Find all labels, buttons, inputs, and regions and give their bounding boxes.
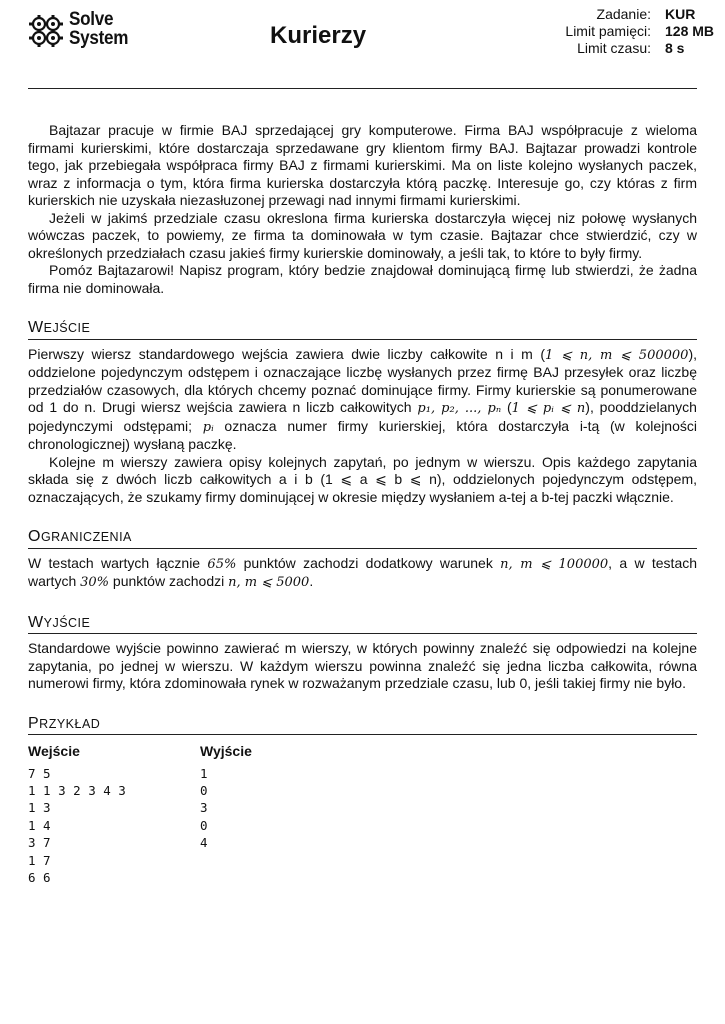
math: 1 ⩽ n, m ⩽ 500000 [545, 347, 689, 363]
example-block [28, 743, 697, 886]
heading-initial: O [28, 528, 41, 545]
heading-rest: RZYKŁAD [39, 716, 101, 731]
example-input-data: 7 5 1 1 3 2 3 4 3 1 3 1 4 3 7 1 7 6 6 [28, 765, 126, 885]
input-paragraph-2: Kolejne m wierszy zawiera opisy kolejnych zapytań, po jednym w wierszu. Opis każdego zapytania składa się z dwóch liczb całkowitych a i b (1 ⩽ a ⩽ b ⩽ n), oddzielonych pojedynczym odstępem, oznaczających, że szukamy firmy dominującej w okresie między wysłaniem a-tej a b-tej paczki włącznie. [28, 453, 697, 505]
meta-label: Limit czasu: [577, 40, 651, 56]
example-input-label: Wejście [28, 743, 80, 759]
math: pᵢ [202, 419, 214, 435]
text: , a w testach wartych [28, 554, 698, 589]
input-paragraph-1 [28, 346, 697, 454]
example-output-label: Wyjście [200, 743, 252, 759]
logo [28, 10, 138, 56]
text: ( [501, 399, 512, 415]
text: oznacza numer firmy kurierskiej, która dostarczyła i-tą (w kolejności chronologicznej) wysłaną paczkę. [28, 417, 697, 452]
task-meta [491, 6, 717, 57]
section-heading-output [28, 614, 697, 635]
meta-row-task [491, 6, 717, 23]
math: 65% [207, 556, 237, 572]
gears-icon [28, 14, 64, 48]
text: . [309, 573, 314, 589]
math: p₁, p₂, ..., pₙ [417, 401, 502, 416]
meta-label: Zadanie: [596, 6, 651, 22]
meta-value: 128 MB [665, 23, 715, 39]
section-heading-input [28, 319, 697, 340]
text: punktów zachodzi [109, 573, 229, 589]
intro-paragraph-3: Pomóz Bajtazarowi! Napisz program, który bedzie znajdował dominującą firmę lub stwierdzi, że żadna firma nie dominowała. [28, 262, 697, 296]
intro-paragraph-2: Jeżeli w jakimś przedziale czasu okreslona firma kurierska dostarczyła więcej niz połowę wysłanych wówczas paczek, to powiemy, ze firma ta dominowała w tym czasie. Bajtazar chce stwierdzić, czy w określonych przedziałach czasu jakieś firmy kurierskie dominowały, a jeśli tak, to które to były firmy. [28, 209, 697, 261]
page-title: Kurierzy [270, 22, 367, 49]
example-input-column [28, 743, 200, 886]
constraints-paragraph [28, 555, 697, 592]
heading-rest: YJŚCIE [43, 615, 91, 630]
math: n, m ⩽ 100000 [500, 556, 609, 572]
section-heading-example [28, 715, 697, 736]
intro-paragraph-1: Bajtazar pracuje w firmie BAJ sprzedającej gry komputerowe. Firma BAJ współpracuje z wieloma firmami kurierskimi, które dostarczaja sprzedawane gry klientom firmy BAJ. Bajtazar prowadzi kontrole tego, jak przebiegała współpraca firmy BAJ z firmami kurierskimi. Ma on liste kolejno wysłanych paczek, wraz z informacja o tym, która firma kurierska dostarczyła którą paczkę. Interesuje go, czy któras z firm kurierskich nie uzyskała niezasłuzonej przewagi nad innymi firmami kurierskimi. [28, 122, 697, 208]
section-heading-constraints [28, 528, 697, 549]
heading-rest: EJŚCIE [43, 321, 91, 335]
meta-value: KUR [665, 6, 696, 22]
example-output-data: 1 0 3 0 4 [200, 765, 208, 851]
output-paragraph: Standardowe wyjście powinno zawierać m wierszy, w których powinny znaleźć się odpowiedzi na kolejne zapytania, po jednej w wierszu. W każdym wierszu powinna znaleźć się jedna liczba całkowita, równa numerowi firmy, która zdominowała rynek w rozważanym przedziale czasu, lub 0, jeśli takiej firmy nie było. [28, 640, 697, 691]
problem-statement [28, 122, 697, 886]
logo-text-line1: Solve [69, 9, 114, 30]
meta-label: Limit pamięci: [565, 23, 651, 39]
heading-rest: GRANICZENIA [40, 530, 132, 544]
math: 30% [80, 575, 110, 590]
text: ), pooddzielanych pojedynczymi odstępami; [28, 399, 697, 434]
math: 1 ⩽ pᵢ ⩽ n [511, 401, 586, 416]
text: punktów zachodzi dodatkowy warunek [236, 554, 501, 571]
heading-initial: P [28, 714, 40, 732]
heading-initial: W [28, 319, 44, 336]
meta-value: 8 s [665, 40, 685, 56]
text: Pierwszy wiersz standardowego wejścia zawiera dwie liczby całkowite n i m ( [28, 345, 546, 362]
header-divider [28, 88, 697, 89]
logo-text-line2: System [69, 28, 129, 49]
text: W testach wartych łącznie [28, 554, 208, 571]
text: ), oddzielone pojedynczym odstępem i oznaczające liczbę wysłanych przez firmę BAJ przesyłek oraz liczbę przedziałów czasowych, dla których chcemy poznać dominujące firmy. Firmy kurierskie są ponumerowane od 1 do n. Drugi wiersz wejścia zawiera n liczb całkowitych [28, 345, 697, 415]
heading-initial: W [28, 613, 44, 631]
math: n, m ⩽ 5000 [228, 575, 310, 590]
meta-row-time [491, 40, 717, 57]
example-output-column [200, 743, 372, 886]
meta-row-memory [491, 23, 717, 40]
